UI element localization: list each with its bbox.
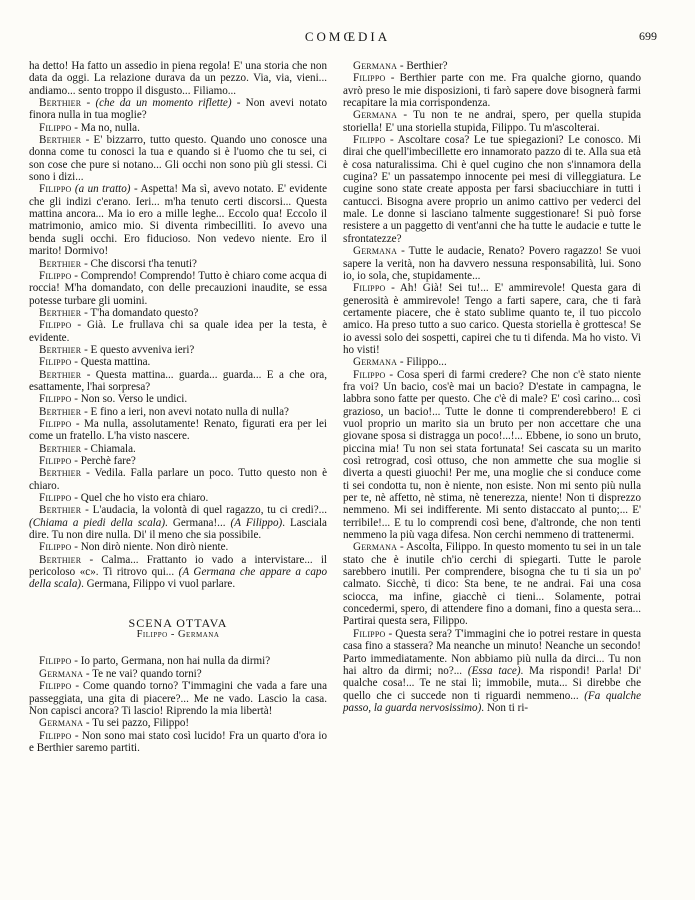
paragraph: Filippo - Non dirò niente. Non dirò niente. <box>39 541 229 554</box>
paragraph: Filippo - Comprendo! Comprendo! Tutto è chiaro come acqua di roccia! M'ha domandato, con delle precauzioni inaudite, se essa potesse turbare gli uomini. <box>29 269 327 307</box>
paragraph: Filippo - Quel che ho visto era chiaro. <box>39 492 209 505</box>
paragraph: Germana - Tu non te ne andrai, spero, per quella stupida storiella! E' una storiella stupida, Filippo. Tu m'ascolterai. <box>343 109 641 134</box>
paragraph: Berthier - Chiamala. <box>39 442 136 455</box>
paragraph: Filippo - Ascoltare cosa? Le tue spiegazioni? Le conosco. Mi dirai che quell'imbecillette ero innamorato pazzo di te. Alla sua età è cosa naturalissima. Chi è quel cugino che non s'innamora della cugina? E' un passatempo innocente pei mesi di villeggiatura. Le cugine sono state create apposta per farsi sbaciucchiare in tutti i cantucci. Bisogna avere proprio un animo cattivo per vederci del male. Le donne si lasciano talmente suggestionare! Si può forse resistere a un paggetto di vent'anni che ha tutte le audacie e tutte le sfrontatezze? <box>343 134 641 245</box>
journal-title: COMŒDIA <box>304 29 391 44</box>
paragraph: Germana - Tutte le audacie, Renato? Povero ragazzo! Se vuoi sapere la verità, non ha davvero nessuna responsabilità, lui. Sono io, io sola, che, stupidamente... <box>343 245 641 282</box>
page-number: 699 <box>639 29 657 43</box>
paragraph: Filippo - Questa mattina. <box>39 356 151 369</box>
page-header <box>0 27 695 47</box>
paragraph: Filippo - Berthier parte con me. Fra qualche giorno, quando avrò preso le mie disposizioni, ti farò sapere dove bisognerà farmi recapitare la mia corrispondenza. <box>343 72 641 110</box>
paragraph: Filippo (a un tratto) - Aspetta! Ma sì, avevo notato. E' evidente che gli indizi c'erano. Ieri... m'ha tenuto certi discorsi... Questa mattina ancora... Ma io ero a mille leghe... Eccolo qua! Eccolo il matrimonio, amico mio. Si diventa rimbecilliti. Io avevo una benda sugli occhi. Ero fiducioso. Non vedevo niente. Ero il marito! Dormivo! <box>29 183 328 258</box>
paragraph: Filippo - Non so. Verso le undici. <box>39 393 188 406</box>
paragraph: Berthier - E' bizzarro, tutto questo. Quando uno conosce una donna come tu conosci la tua e quando si è l'uomo che tu sei, ci son cose che pure si notano... Gli occhi non sono più gli stessi. Ci sono i dizi... <box>29 134 327 184</box>
paragraph: Filippo - Ma nulla, assolutamente! Renato, figurati era per lei come un fratello. L'ha visto nascere. <box>29 417 327 443</box>
paragraph: Berthier - E fino a ieri, non avevi notato nulla di nulla? <box>39 405 289 418</box>
paragraph: Berthier - L'audacia, la volontà di quel ragazzo, tu ci credi?... (Chiama a piedi della scala). Germana!... (A Filippo). Lasciala dire. Tu non dire nulla. Di' il meno che sia possibile. <box>29 504 327 542</box>
paragraph: Filippo - Come quando torno? T'immagini che vada a fare una passeggiata, una gita di piacere?... Me ne vado. Lascio la casa. Non capisci ancora? Ti lascio! Riprendo la mia libertà! <box>29 680 327 717</box>
left-column <box>29 60 327 754</box>
paragraph: Germana - Tu sei pazzo, Filippo! <box>39 717 190 730</box>
paragraph: Germana - Filippo... <box>353 356 447 369</box>
scene-characters: Filippo - Germana <box>136 629 220 641</box>
paragraph: Germana - Ascolta, Filippo. In questo momento tu sei in un tale stato che è inutile ch'io cerchi di spiegarti. Tutte le parole sarebbero inutili. Per comprendere, bisogna che tu ti sia un po' calmato. Sicchè, ti dico: Sta bene, te ne andrai. Fai una cosa sciocca, ma infine, giacchè ci tieni... Solamente, potrai concedermi, spero, di attendere fino a domani, fino a questa sera... Partirai questa sera, Filippo. <box>343 541 641 628</box>
paragraph: Filippo - Io parto, Germana, non hai nulla da dirmi? <box>39 655 271 668</box>
paragraph: Germana - Te ne vai? quando torni? <box>39 667 202 680</box>
paragraph: Berthier - (che da un momento riflette) - Non avevi notato finora nulla in tua moglie? <box>29 97 327 122</box>
paragraph: Filippo - Questa sera? T'immagini che io potrei restare in questa casa fino a stassera? Ma neanche un minuto! Neanche un secondo! Parto immediatamente. Non abbiamo più nulla da dirci... Tu non hai altro da dirmi; no?... (Essa tace). Ma rispondi! Parla! Di' qualche cosa!... Te ne stai lì; immobile, muta... Si direbbe che quello che ci succede non ti riguardi nemmeno... (Fa qualche passo, la guarda nervosissimo). Non ti ri- <box>343 627 641 714</box>
scene-heading: SCENA OTTAVA <box>128 615 228 630</box>
paragraph: Filippo - Perchè fare? <box>39 455 136 467</box>
paragraph: Berthier - Che discorsi t'ha tenuti? <box>39 257 197 270</box>
paragraph: Filippo - Non sono mai stato così lucido! Fra un quarto d'ora io e Berthier saremo partiti. <box>29 729 327 754</box>
paragraph: Berthier - Questa mattina... guarda... guarda... E a che ora, esattamente, l'hai sorpresa? <box>29 368 327 393</box>
paragraph: Berthier - Vedila. Falla parlare un poco. Tutto questo non è chiaro. <box>29 467 327 492</box>
paragraph: Filippo - Già. Le frullava chi sa quale idea per la testa, è evidente. <box>29 319 327 344</box>
paragraph: Filippo - Cosa speri di farmi credere? Che non c'è stato niente fra voi? Un bacio, cos'è mai un bacio? D'estate in campagna, le labbra sono fatte per questo. Che c'è di male? E' così carino... così grazioso, un bacio!... Tutte le donne ti comprenderebbero! E ci vuol proprio un marito sia un bruto per non accettare che una giovane sposa si distragga un poco!...!... Ebbene, io sono un bruto, piccina mia! Tu non sei stata fortunata! Sei cascata su un marito così retrograd, così ottuso, che non ammette che sua moglie si diverta a questi giuochi! Per me, una moglie che si conduce come ti sei condotta tu, non è niente, non esiste. Non mi sento più nulla per te, nè affetto, nè stima, nè tenerezza, niente! Non ti disprezzo nemmeno. Mi sei indifferente. Mi sento distaccato al punto;... E' terribile!... E tu lo comprendi così bene, d'altronde, che non tenti nemmeno la più vaga difesa. Non cerchi nemmeno di trattenermi. <box>343 368 641 542</box>
paragraph: Filippo - Ah! Già! Sei tu!... E' ammirevole! Questa gara di generosità è ammirevole! Tengo a farti sapere, cara, che ti farà certamente piacere, che è stato sublime quanto te, il tuo piccolo amico. Ha preso tutto a suo carico. Questa storiella è grottesca! Se io avessi solo dei sospetti, capirei che tu ti difenda. Ma ho visto. Vi ho visti! <box>343 282 641 356</box>
paragraph: Berthier - Calma... Frattanto io vado a intervistare... il pericoloso «c». Ti ritrovo qui... (A Germana che appare a capo della scala). Germana, Filippo vi vuol parlare. <box>29 553 327 591</box>
paragraph: Berthier - E questo avveniva ieri? <box>39 343 195 356</box>
paragraph: Berthier - T'ha domandato questo? <box>39 306 199 319</box>
paragraph: Germana - Berthier? <box>353 60 448 72</box>
paragraph: ha detto! Ha fatto un assedio in piena regola! E' una storia che non data da oggi. La relazione durava da un pezzo. Via, via, vieni... andiamo... sento troppo il disgusto... Filiamo... <box>29 60 327 97</box>
paragraph: Filippo - Ma no, nulla. <box>39 121 140 134</box>
right-column <box>343 60 641 714</box>
